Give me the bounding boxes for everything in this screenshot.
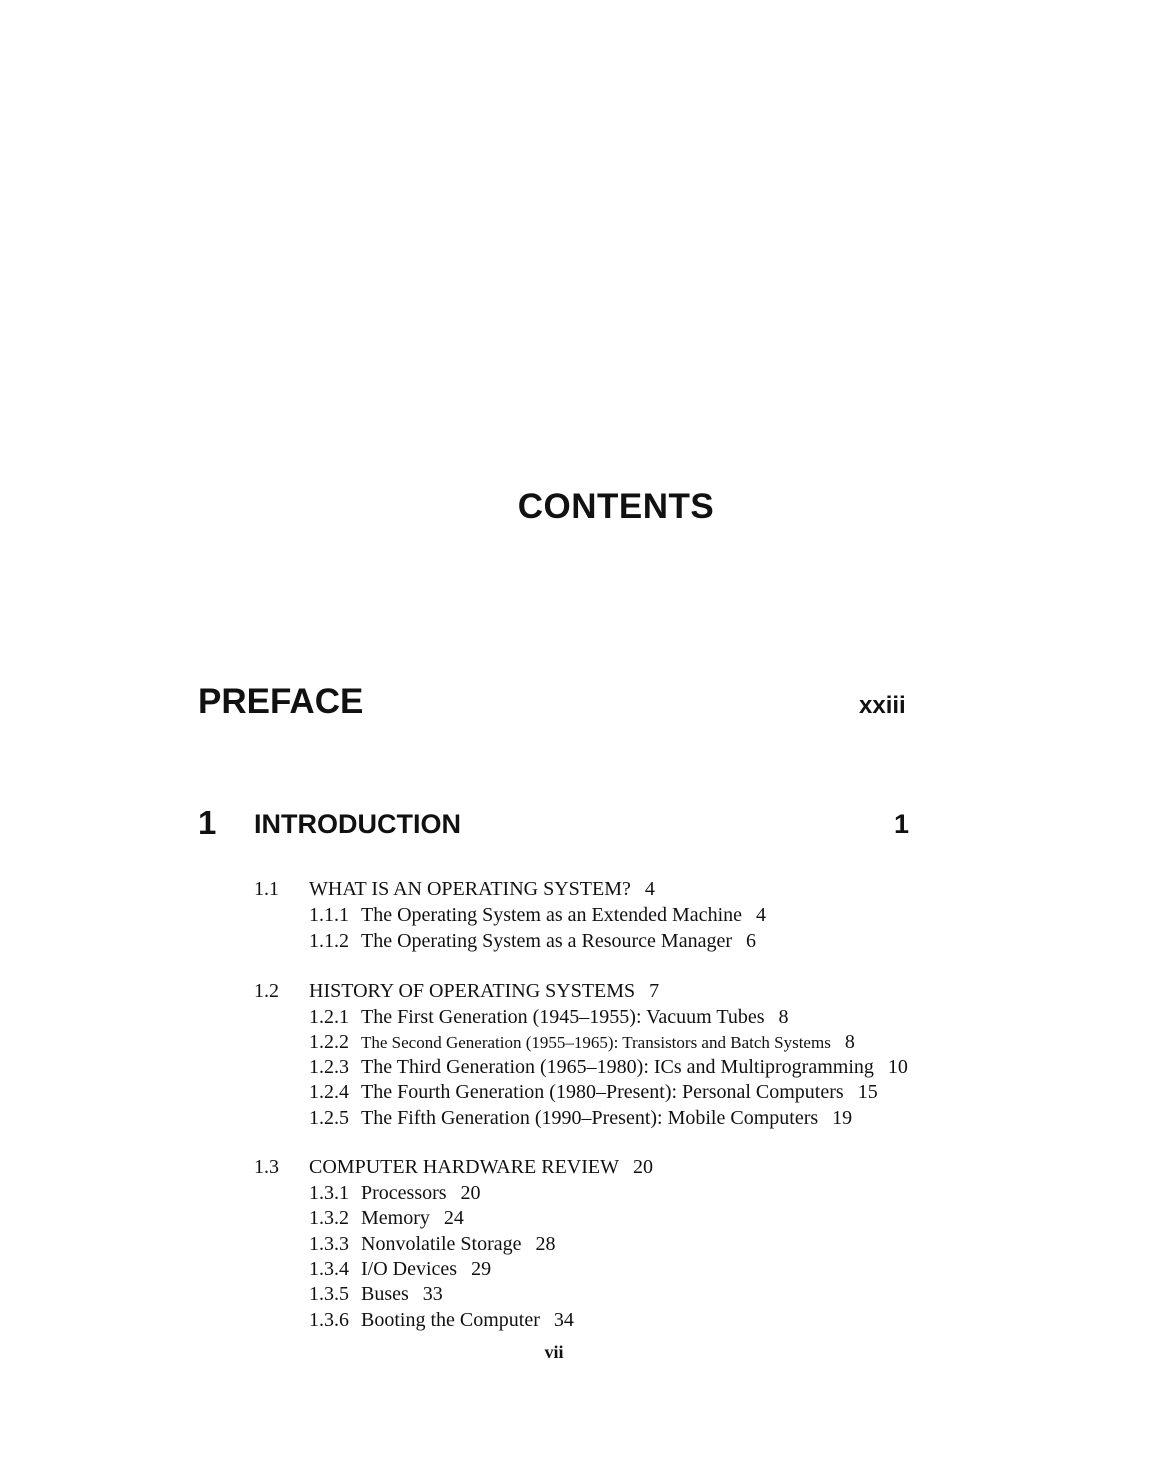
subsection-number: 1.1.2 xyxy=(309,930,349,952)
subsection-entry xyxy=(361,1106,852,1130)
subsection-entry xyxy=(361,1055,908,1079)
section-number: 1.2 xyxy=(254,980,279,1002)
subsection-number: 1.3.2 xyxy=(309,1207,349,1229)
preface-page-number: xxiii xyxy=(859,692,906,719)
subsection-page-number: 20 xyxy=(460,1182,481,1204)
subsection-page-number: 8 xyxy=(778,1006,789,1028)
subsection-entry xyxy=(361,903,766,927)
chapter-number: 1 xyxy=(198,804,217,841)
section-page-number: 7 xyxy=(649,980,660,1002)
subsection-title: The Operating System as a Resource Manager xyxy=(361,930,732,952)
subsection-entry xyxy=(361,1232,556,1256)
subsection-number: 1.2.1 xyxy=(309,1006,349,1028)
section-number: 1.1 xyxy=(254,878,279,900)
subsection-entry xyxy=(361,1080,878,1104)
subsection-entry xyxy=(361,1005,789,1029)
section-page-number: 20 xyxy=(633,1156,653,1178)
page-title: CONTENTS xyxy=(517,487,715,526)
subsection-title: The Operating System as an Extended Machine xyxy=(361,904,742,926)
subsection-number: 1.2.4 xyxy=(309,1081,349,1103)
subsection-entry xyxy=(361,929,756,953)
preface-heading: PREFACE xyxy=(198,682,364,721)
subsection-page-number: 6 xyxy=(746,930,756,952)
subsection-entry xyxy=(361,1206,464,1230)
subsection-number: 1.2.2 xyxy=(309,1031,349,1053)
subsection-number: 1.3.6 xyxy=(309,1309,349,1331)
subsection-page-number: 4 xyxy=(756,904,766,926)
subsection-entry xyxy=(361,1308,574,1332)
subsection-number: 1.3.5 xyxy=(309,1283,349,1305)
section-title: HISTORY OF OPERATING SYSTEMS xyxy=(309,980,636,1002)
subsection-number: 1.1.1 xyxy=(309,904,349,926)
subsection-title: Booting the Computer xyxy=(361,1309,540,1331)
subsection-title: I/O Devices xyxy=(361,1258,458,1280)
subsection-title: Memory xyxy=(361,1207,430,1229)
section-entry xyxy=(309,1155,653,1179)
section-number: 1.3 xyxy=(254,1156,279,1178)
page-number: vii xyxy=(544,1342,564,1362)
section-page-number: 4 xyxy=(644,878,655,900)
section-title: COMPUTER HARDWARE REVIEW xyxy=(309,1156,619,1178)
subsection-page-number: 15 xyxy=(857,1081,878,1103)
subsection-page-number: 24 xyxy=(443,1207,464,1229)
subsection-page-number: 34 xyxy=(553,1309,574,1331)
subsection-number: 1.3.1 xyxy=(309,1182,349,1204)
subsection-page-number: 10 xyxy=(887,1056,908,1078)
subsection-number: 1.3.4 xyxy=(309,1258,349,1280)
section-entry xyxy=(309,877,655,901)
subsection-number: 1.2.5 xyxy=(309,1107,349,1129)
subsection-title: The Third Generation (1965–1980): ICs and Multiprogramming xyxy=(361,1056,874,1078)
section-entry xyxy=(309,979,659,1003)
subsection-title: The Fifth Generation (1990–Present): Mobile Computers xyxy=(361,1107,819,1129)
subsection-page-number: 8 xyxy=(844,1031,855,1053)
subsection-entry xyxy=(361,1181,481,1205)
subsection-page-number: 29 xyxy=(471,1258,492,1280)
chapter-page-number: 1 xyxy=(894,809,910,839)
subsection-entry xyxy=(361,1030,855,1055)
subsection-title: Nonvolatile Storage xyxy=(361,1233,522,1255)
subsection-title: The First Generation (1945–1955): Vacuum Tubes xyxy=(361,1006,765,1028)
subsection-number: 1.3.3 xyxy=(309,1233,349,1255)
subsection-page-number: 19 xyxy=(832,1107,853,1129)
subsection-title: Buses xyxy=(361,1283,409,1305)
subsection-entry xyxy=(361,1257,491,1281)
section-title: WHAT IS AN OPERATING SYSTEM? xyxy=(309,878,631,900)
subsection-page-number: 28 xyxy=(535,1233,556,1255)
subsection-title: The Fourth Generation (1980–Present): Personal Computers xyxy=(361,1081,844,1103)
subsection-title: The Second Generation (1955–1965): Transistors and Batch Systems xyxy=(361,1033,831,1052)
subsection-page-number: 33 xyxy=(422,1283,443,1305)
chapter-title: INTRODUCTION xyxy=(254,809,461,839)
subsection-number: 1.2.3 xyxy=(309,1056,349,1078)
subsection-title: Processors xyxy=(361,1182,447,1204)
subsection-entry xyxy=(361,1282,443,1306)
